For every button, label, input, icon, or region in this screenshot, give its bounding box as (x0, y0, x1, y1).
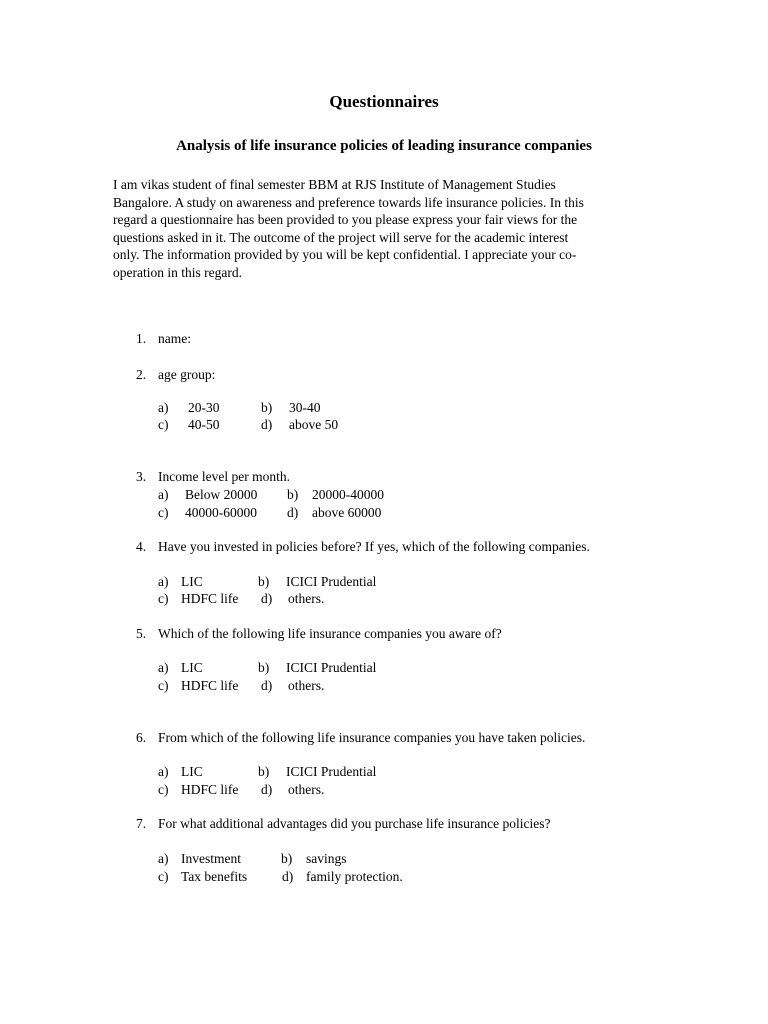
option-label: c) (158, 678, 169, 693)
option-label: d) (261, 417, 273, 432)
option-label: b) (258, 660, 270, 675)
option-text: LIC (181, 764, 203, 779)
page-subtitle: Analysis of life insurance policies of leading insurance companies (176, 138, 592, 154)
option-label: b) (287, 487, 299, 502)
option-label: b) (258, 574, 270, 589)
option-text: savings (306, 851, 347, 866)
option-text: 40-50 (188, 417, 220, 432)
question-text: Have you invested in policies before? If yes, which of the following companies. (158, 539, 590, 554)
intro-line: I am vikas student of final semester BBM at RJS Institute of Management Studies (113, 177, 556, 192)
question-number: 4. (136, 539, 147, 554)
option-text: others. (288, 591, 325, 606)
question-number: 3. (136, 469, 147, 484)
intro-line: questions asked in it. The outcome of the project will serve for the academic interest (113, 229, 569, 245)
option-text: Investment (181, 851, 241, 866)
option-text: ICICI Prudential (286, 764, 377, 779)
option-text: HDFC life (181, 678, 239, 693)
option-label: c) (158, 869, 169, 884)
option-text: 30-40 (289, 400, 321, 415)
option-text: LIC (181, 660, 203, 675)
question-number: 2. (136, 367, 147, 382)
intro-line: Bangalore. A study on awareness and preference towards life insurance policies. In this (113, 194, 584, 210)
option-text: family protection. (306, 869, 403, 884)
option-label: c) (158, 417, 169, 432)
question-text: From which of the following life insurance companies you have taken policies. (158, 730, 586, 745)
option-text: HDFC life (181, 591, 239, 606)
question-text: Which of the following life insurance companies you aware of? (158, 626, 502, 641)
question-text: Income level per month. (158, 469, 290, 484)
option-label: a) (158, 574, 169, 589)
option-label: c) (158, 505, 169, 520)
option-text: Tax benefits (181, 869, 248, 884)
option-text: above 60000 (312, 505, 382, 520)
option-text: HDFC life (181, 782, 239, 797)
intro-line: operation in this regard. (113, 264, 242, 280)
intro-line: regard a questionnaire has been provided to you please express your fair views for the (113, 212, 578, 227)
option-label: a) (158, 400, 169, 415)
option-label: d) (261, 782, 273, 797)
option-label: b) (261, 400, 273, 415)
question-number: 7. (136, 816, 147, 831)
option-label: d) (282, 869, 294, 884)
option-label: a) (158, 851, 169, 866)
option-text: 20000-40000 (312, 487, 384, 502)
question-number: 5. (136, 626, 147, 641)
option-label: a) (158, 660, 169, 675)
option-text: 20-30 (188, 400, 220, 415)
option-label: c) (158, 591, 169, 606)
option-text: ICICI Prudential (286, 574, 377, 589)
intro-line: only. The information provided by you will be kept confidential. I appreciate your co- (113, 247, 577, 262)
question-number: 1. (136, 331, 147, 346)
option-text: others. (288, 678, 325, 693)
option-label: d) (261, 591, 273, 606)
option-label: a) (158, 764, 169, 779)
question-text: For what additional advantages did you purchase life insurance policies? (158, 816, 551, 831)
option-label: b) (281, 851, 293, 866)
question-number: 6. (136, 730, 147, 745)
intro-paragraph (113, 176, 638, 281)
option-text: Below 20000 (185, 487, 258, 502)
option-label: c) (158, 782, 169, 797)
option-text: LIC (181, 574, 203, 589)
option-text: 40000-60000 (185, 505, 257, 520)
option-label: d) (287, 505, 299, 520)
option-label: b) (258, 764, 270, 779)
option-label: d) (261, 678, 273, 693)
option-text: others. (288, 782, 325, 797)
question-text: age group: (158, 367, 216, 382)
option-label: a) (158, 487, 169, 502)
option-text: above 50 (289, 417, 339, 432)
question-text: name: (158, 331, 191, 346)
option-text: ICICI Prudential (286, 660, 377, 675)
page-title: Questionnaires (329, 92, 439, 111)
